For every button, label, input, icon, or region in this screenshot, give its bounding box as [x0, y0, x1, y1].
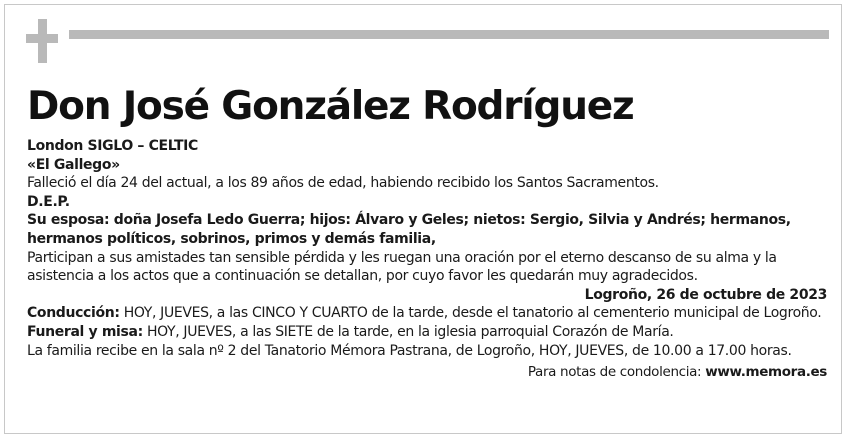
family-list: Su esposa: doña Josefa Ledo Guerra; hijos: Álvaro y Geles; nietos: Sergio, Silvia y Andrés; hermanos, hermanos políticos, sobrinos, primos y demás familia, [27, 212, 791, 247]
organization: London SIGLO – CELTIC [27, 138, 198, 154]
condolence-line [27, 363, 827, 382]
header-rule [69, 30, 829, 39]
rip-label: D.E.P. [27, 193, 70, 210]
funeral-label: Funeral y misa: [27, 323, 143, 340]
request-text: Participan a sus amistades tan sensible pérdida y les ruegan una oración por el eterno descanso de su alma y la asistencia a los actos que a continuación se detallan, por cuyo favor les quedarán muy agradecidos. [27, 249, 777, 285]
obituary-notice [4, 4, 842, 434]
visitation-text: La familia recibe en la sala nº 2 del Tanatorio Mémora Pastrana, de Logroño, HOY, JUEVES, de 10.00 a 17.00 horas. [27, 342, 792, 359]
condolence-link[interactable]: www.memora.es [705, 364, 827, 381]
conduction-text: HOY, JUEVES, a las CINCO Y CUARTO de la tarde, desde el tanatorio al cementerio municipal de Logroño. [123, 305, 822, 322]
notice-body [27, 137, 827, 382]
funeral [27, 323, 827, 342]
funeral-text: HOY, JUEVES, a las SIETE de la tarde, en la iglesia parroquial Corazón de María. [146, 323, 674, 340]
conduction [27, 304, 827, 323]
place-date: Logroño, 26 de octubre de 2023 [584, 286, 827, 303]
conduction-label: Conducción: [27, 305, 120, 322]
death-notice: Falleció el día 24 del actual, a los 89 años de edad, habiendo recibido los Santos Sacramentos. [27, 175, 659, 192]
condolence-label: Para notas de condolencia: [527, 364, 702, 381]
cross-icon [26, 19, 58, 63]
nickname: «El Gallego» [27, 156, 120, 173]
deceased-name: Don José González Rodríguez [27, 84, 634, 129]
